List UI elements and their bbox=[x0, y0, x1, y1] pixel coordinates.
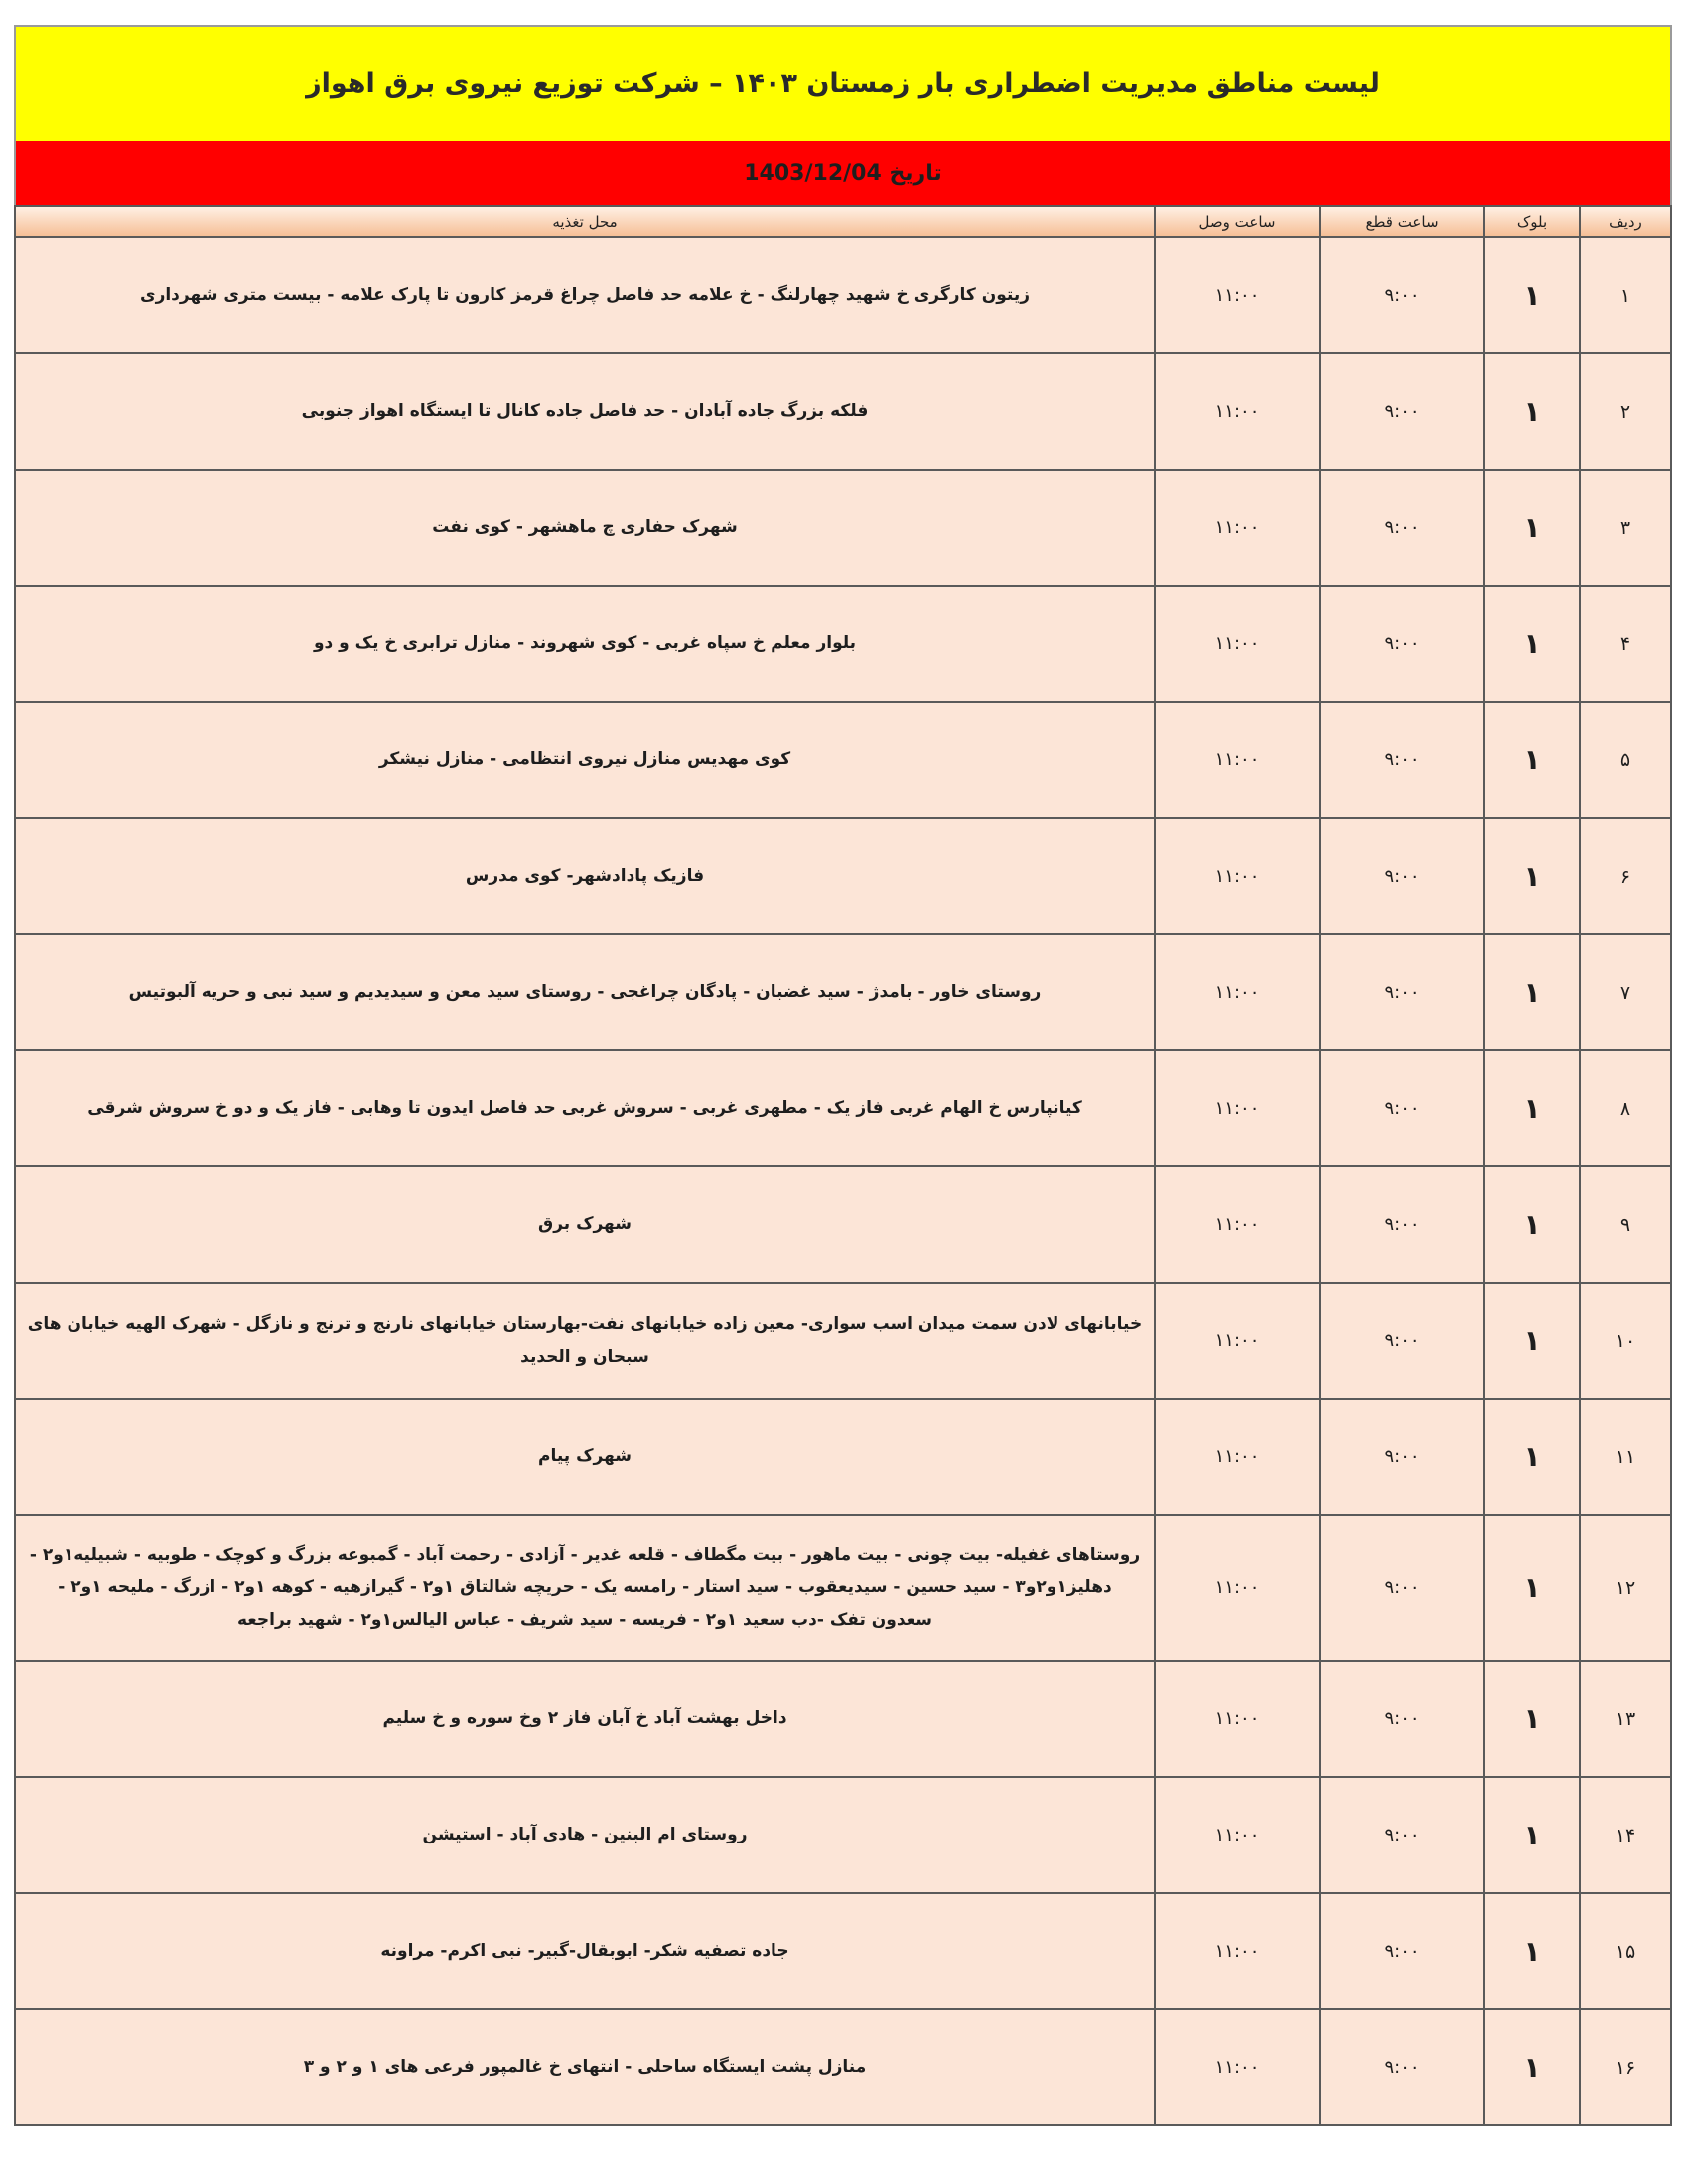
row-cut-time: ۹:۰۰ bbox=[1319, 1284, 1483, 1400]
row-connect-time: ۱۱:۰۰ bbox=[1154, 238, 1319, 354]
row-connect-time: ۱۱:۰۰ bbox=[1154, 1778, 1319, 1894]
row-number: ۲ bbox=[1579, 354, 1672, 471]
row-number: ۶ bbox=[1579, 819, 1672, 935]
row-block: ۱ bbox=[1483, 1516, 1579, 1662]
row-cut-time: ۹:۰۰ bbox=[1319, 1894, 1483, 2010]
table-header bbox=[14, 205, 1672, 238]
header-cut-time: ساعت قطع bbox=[1319, 205, 1483, 238]
row-cut-time: ۹:۰۰ bbox=[1319, 1516, 1483, 1662]
row-connect-time: ۱۱:۰۰ bbox=[1154, 935, 1319, 1051]
row-location: کیانپارس خ الهام غربی فاز یک - مطهری غربی - سروش غربی حد فاصل ایدون تا وهابی - فاز یک و دو خ سروش شرقی bbox=[14, 1051, 1154, 1167]
row-block: ۱ bbox=[1483, 1778, 1579, 1894]
table-row bbox=[14, 471, 1672, 587]
row-cut-time: ۹:۰۰ bbox=[1319, 2010, 1483, 2126]
header-row-number: ردیف bbox=[1579, 205, 1672, 238]
row-location: شهرک حفاری چ ماهشهر - کوی نفت bbox=[14, 471, 1154, 587]
table-row bbox=[14, 1516, 1672, 1662]
row-connect-time: ۱۱:۰۰ bbox=[1154, 1051, 1319, 1167]
table-row bbox=[14, 2010, 1672, 2126]
row-location: خیابانهای لادن سمت میدان اسب سواری- معین زاده خیابانهای نفت-بهارستان خیابانهای نارنج و ترنج و نازگل - شهرک الهیه خیابان های سبحان و الحدید bbox=[14, 1284, 1154, 1400]
row-number: ۱۲ bbox=[1579, 1516, 1672, 1662]
row-block: ۱ bbox=[1483, 354, 1579, 471]
row-number: ۵ bbox=[1579, 703, 1672, 819]
row-location: زیتون کارگری خ شهید چهارلنگ - خ علامه حد فاصل چراغ قرمز کارون تا پارک علامه - بیست متری شهرداری bbox=[14, 238, 1154, 354]
row-cut-time: ۹:۰۰ bbox=[1319, 819, 1483, 935]
row-connect-time: ۱۱:۰۰ bbox=[1154, 587, 1319, 703]
row-location: روستاهای غفیله- بیت چونی - بیت ماهور - بیت مگطاف - قلعه غدیر - آزادی - رحمت آباد - گمبوعه بزرگ و کوچک - طوبیه - شبیلیه۱و۲ - دهلیز۱و۲و۳ - سید حسین - سیدیعقوب - سید استار - رامسه یک - حریچه شالتاق ۱و۲ - گیرازهیه - کوهه ۱و۲ - ازرگ - ملیحه ۱و۲ - سعدون تفک -دب سعید ۱و۲ - فریسه - سید شریف - عباس الیالس۱و۲ - شهید براجعه bbox=[14, 1516, 1154, 1662]
row-cut-time: ۹:۰۰ bbox=[1319, 354, 1483, 471]
row-block: ۱ bbox=[1483, 1400, 1579, 1516]
row-location: شهرک برق bbox=[14, 1167, 1154, 1284]
table-row bbox=[14, 1894, 1672, 2010]
row-connect-time: ۱۱:۰۰ bbox=[1154, 471, 1319, 587]
row-cut-time: ۹:۰۰ bbox=[1319, 703, 1483, 819]
row-location: منازل پشت ایستگاه ساحلی - انتهای خ غالمپور فرعی های ۱ و ۲ و ۳ bbox=[14, 2010, 1154, 2126]
header-connect-time: ساعت وصل bbox=[1154, 205, 1319, 238]
row-connect-time: ۱۱:۰۰ bbox=[1154, 1662, 1319, 1778]
row-block: ۱ bbox=[1483, 703, 1579, 819]
table-row bbox=[14, 1778, 1672, 1894]
table-row bbox=[14, 935, 1672, 1051]
row-cut-time: ۹:۰۰ bbox=[1319, 1051, 1483, 1167]
row-cut-time: ۹:۰۰ bbox=[1319, 587, 1483, 703]
header-location: محل تغذیه bbox=[14, 205, 1154, 238]
table-row bbox=[14, 238, 1672, 354]
row-connect-time: ۱۱:۰۰ bbox=[1154, 2010, 1319, 2126]
row-number: ۱۴ bbox=[1579, 1778, 1672, 1894]
row-block: ۱ bbox=[1483, 587, 1579, 703]
table-row bbox=[14, 1051, 1672, 1167]
row-location: فلکه بزرگ جاده آبادان - حد فاصل جاده کانال تا ایستگاه اهواز جنوبی bbox=[14, 354, 1154, 471]
row-number: ۱۰ bbox=[1579, 1284, 1672, 1400]
table-body bbox=[14, 238, 1672, 2126]
row-location: جاده تصفیه شکر- ابوبقال-گبیر- نبی اکرم- مراونه bbox=[14, 1894, 1154, 2010]
row-number: ۱ bbox=[1579, 238, 1672, 354]
row-location: کوی مهدیس منازل نیروی انتظامی - منازل نیشکر bbox=[14, 703, 1154, 819]
row-block: ۱ bbox=[1483, 1662, 1579, 1778]
row-connect-time: ۱۱:۰۰ bbox=[1154, 1400, 1319, 1516]
table-row bbox=[14, 1284, 1672, 1400]
row-connect-time: ۱۱:۰۰ bbox=[1154, 703, 1319, 819]
row-connect-time: ۱۱:۰۰ bbox=[1154, 354, 1319, 471]
table-row bbox=[14, 1167, 1672, 1284]
row-block: ۱ bbox=[1483, 819, 1579, 935]
row-block: ۱ bbox=[1483, 1894, 1579, 2010]
row-number: ۴ bbox=[1579, 587, 1672, 703]
row-number: ۱۶ bbox=[1579, 2010, 1672, 2126]
table-row bbox=[14, 1662, 1672, 1778]
page-title: لیست مناطق مدیریت اضطراری بار زمستان ۱۴۰۳ – شرکت توزیع نیروی برق اهواز bbox=[14, 25, 1672, 141]
schedule-sheet bbox=[14, 25, 1672, 2126]
row-location: فازیک پادادشهر- کوی مدرس bbox=[14, 819, 1154, 935]
date-banner: تاریخ 1403/12/04 bbox=[14, 141, 1672, 205]
row-cut-time: ۹:۰۰ bbox=[1319, 1400, 1483, 1516]
row-number: ۱۳ bbox=[1579, 1662, 1672, 1778]
row-number: ۱۵ bbox=[1579, 1894, 1672, 2010]
row-block: ۱ bbox=[1483, 238, 1579, 354]
table-row bbox=[14, 703, 1672, 819]
table-row bbox=[14, 1400, 1672, 1516]
table-row bbox=[14, 819, 1672, 935]
row-cut-time: ۹:۰۰ bbox=[1319, 1662, 1483, 1778]
row-location: روستای ام البنین - هادی آباد - استیشن bbox=[14, 1778, 1154, 1894]
table-row bbox=[14, 587, 1672, 703]
row-cut-time: ۹:۰۰ bbox=[1319, 935, 1483, 1051]
row-cut-time: ۹:۰۰ bbox=[1319, 238, 1483, 354]
row-number: ۱۱ bbox=[1579, 1400, 1672, 1516]
row-number: ۷ bbox=[1579, 935, 1672, 1051]
row-block: ۱ bbox=[1483, 935, 1579, 1051]
row-block: ۱ bbox=[1483, 471, 1579, 587]
row-number: ۳ bbox=[1579, 471, 1672, 587]
table-row bbox=[14, 354, 1672, 471]
row-connect-time: ۱۱:۰۰ bbox=[1154, 1894, 1319, 2010]
row-connect-time: ۱۱:۰۰ bbox=[1154, 1284, 1319, 1400]
header-block: بلوک bbox=[1483, 205, 1579, 238]
row-block: ۱ bbox=[1483, 1167, 1579, 1284]
row-location: بلوار معلم خ سپاه غربی - کوی شهروند - منازل ترابری خ یک و دو bbox=[14, 587, 1154, 703]
row-block: ۱ bbox=[1483, 1051, 1579, 1167]
row-number: ۸ bbox=[1579, 1051, 1672, 1167]
row-location: داخل بهشت آباد خ آبان فاز ۲ وخ سوره و خ سلیم bbox=[14, 1662, 1154, 1778]
row-connect-time: ۱۱:۰۰ bbox=[1154, 819, 1319, 935]
row-cut-time: ۹:۰۰ bbox=[1319, 1778, 1483, 1894]
row-location: شهرک پیام bbox=[14, 1400, 1154, 1516]
row-cut-time: ۹:۰۰ bbox=[1319, 1167, 1483, 1284]
row-block: ۱ bbox=[1483, 1284, 1579, 1400]
row-number: ۹ bbox=[1579, 1167, 1672, 1284]
row-connect-time: ۱۱:۰۰ bbox=[1154, 1516, 1319, 1662]
row-cut-time: ۹:۰۰ bbox=[1319, 471, 1483, 587]
row-block: ۱ bbox=[1483, 2010, 1579, 2126]
row-location: روستای خاور - بامدژ - سید غضبان - پادگان چراغجی - روستای سید معن و سیدیدیم و سید نبی و حریه آلبوتیس bbox=[14, 935, 1154, 1051]
row-connect-time: ۱۱:۰۰ bbox=[1154, 1167, 1319, 1284]
